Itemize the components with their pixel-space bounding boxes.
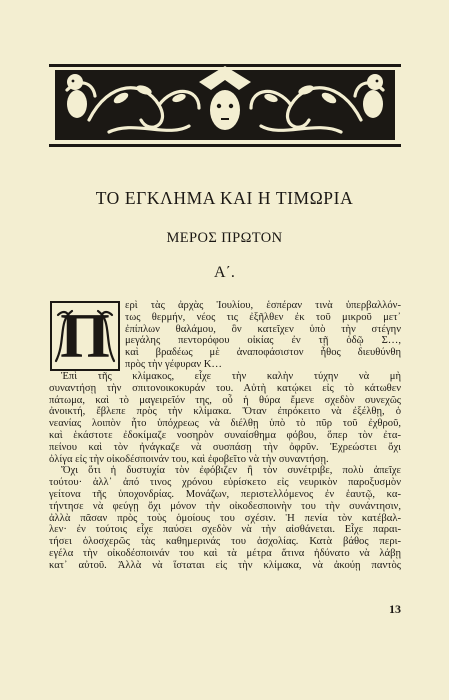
text-line: γείτονα τῆς ὑποχονδρίας. Μονάζων, περιστελλόμενος ἐν ἑαυτῷ, κα- <box>49 488 401 500</box>
text-line: ὀλίγα εἰς τὴν οἰκοδέσποινάν του, καὶ ἐφοβεῖτο νὰ τὴν συναντήσῃ. <box>49 453 329 465</box>
text-line: λεν· ἐν τούτοις εἶχε παύσει σχεδὸν νὰ τὴν αἰσθάνεται. Εἶχε παραι- <box>49 524 401 536</box>
ornamental-headpiece <box>49 60 401 152</box>
page-number: 13 <box>389 602 401 616</box>
text-line: ἀλλὰ πᾶσαν πρὸς τοὺς ὁμοίους του σχέσιν. Ἡ πενία τὸν κατέβαλ- <box>49 512 401 524</box>
text-line: νεανίας λοιπὸν ἦτο ὑπόχρεως νὰ διέλθῃ ὑπὸ τὸ πῦρ τοῦ ἐχθροῦ, <box>49 418 401 430</box>
text-line: ερὶ τὰς ἀρχὰς Ἰουλίου, ἑσπέραν τινὰ ὑπερβαλλόν- <box>125 300 401 311</box>
text-line: καὶ βραδέως μὲ ἀναποφάσιστον ἦθος διευθύνθη <box>125 347 401 359</box>
text-line: τήντησε νὰ φεύγῃ ὄχι μόνον τὴν οἰκοδεσποινὴν του τὴν συνάντησιν, <box>49 500 401 512</box>
part-heading: ΜΕΡΟΣ ΠΡΩΤΟΝ <box>166 230 283 246</box>
drop-capital-letter: Π <box>60 300 110 371</box>
text-line: Ἐπὶ τῆς κλίμακος, εἶχε τὴν καλὴν τύχην νὰ μὴ <box>61 371 401 382</box>
book-title: ΤΟ ΕΓΚΛΗΜΑ ΚΑΙ Η ΤΙΜΩΡΙΑ <box>95 188 354 208</box>
text-line: τως θερμήν, νέος τις ἐξῆλθεν ἐκ τοῦ μικροῦ μετ᾽ <box>125 311 401 323</box>
text-line: συναντήσῃ τὴν σπιτονοικοκυράν του. Αὐτὴ κατῴκει εἰς τὸ κάτωθεν <box>49 382 401 394</box>
text-line: καὶ ἑκάστοτε ἐδοκίμαζε νοσηρὸν συναίσθημα φόβου, ὅπερ τὸν ἐτα- <box>49 429 401 441</box>
drop-capital <box>50 301 120 371</box>
text-line: τήσει ὁλοσχερῶς τὰς καθημερινάς του ἀσχολίας. Κατὰ βάθος περι- <box>49 536 401 548</box>
chapter-heading: Α΄. <box>214 264 235 281</box>
text-line: πείνου καὶ τὸν ἠνάγκαζε νὰ συσπάσῃ τὴν ὀφρῦν. Ἐχρεώστει ὄχι <box>49 441 401 453</box>
text-line: πρὸς τὴν γέφυραν Κ… <box>125 358 223 370</box>
text-line: μεγάλης πεντορόφου οἰκίας ἐν τῇ ὁδῷ Σ…, <box>125 335 401 347</box>
text-line: κατ᾽ αὐτοῦ. Ἀλλὰ νὰ ἵσταται εἰς τὴν κλίμακα, νὰ ἀκούῃ παντὸς <box>49 559 401 571</box>
text-line: εγέλα τὴν οἰκοδέσποινάν του καὶ τὰ μέτρα ἅτινα ἠδύνατο νὰ λάβῃ <box>49 547 401 559</box>
text-line: τούτου· ἀλλ᾽ ἀπό τινος χρόνου εὑρίσκετο εἰς νευρικὸν παροξυσμὸν <box>49 477 401 489</box>
body-text <box>49 371 401 572</box>
opening-paragraph <box>125 300 401 371</box>
text-line: ἀνοικτή, ἔβλεπε πρὸς τὴν κλίμακα. Ὅταν ἐπρόκειτο νὰ ἐξέλθῃ, ὁ <box>49 406 401 418</box>
text-line: πάτωμα, καὶ τὸ μαγειρεῖόν της, οὗ ἡ θύρα ἔμενε σχεδὸν συνεχῶς <box>49 394 401 406</box>
text-line: ἐπίπλων θαλάμου, ὃν κατεῖχεν ὑπὸ τὴν στέγην <box>125 323 401 335</box>
text-line: Ὄχι ὅτι ἡ δυστυχία τὸν ἐφόβιζεν ἢ τὸν συνέτριβε, πολὺ ἀπεῖχε <box>61 465 401 477</box>
